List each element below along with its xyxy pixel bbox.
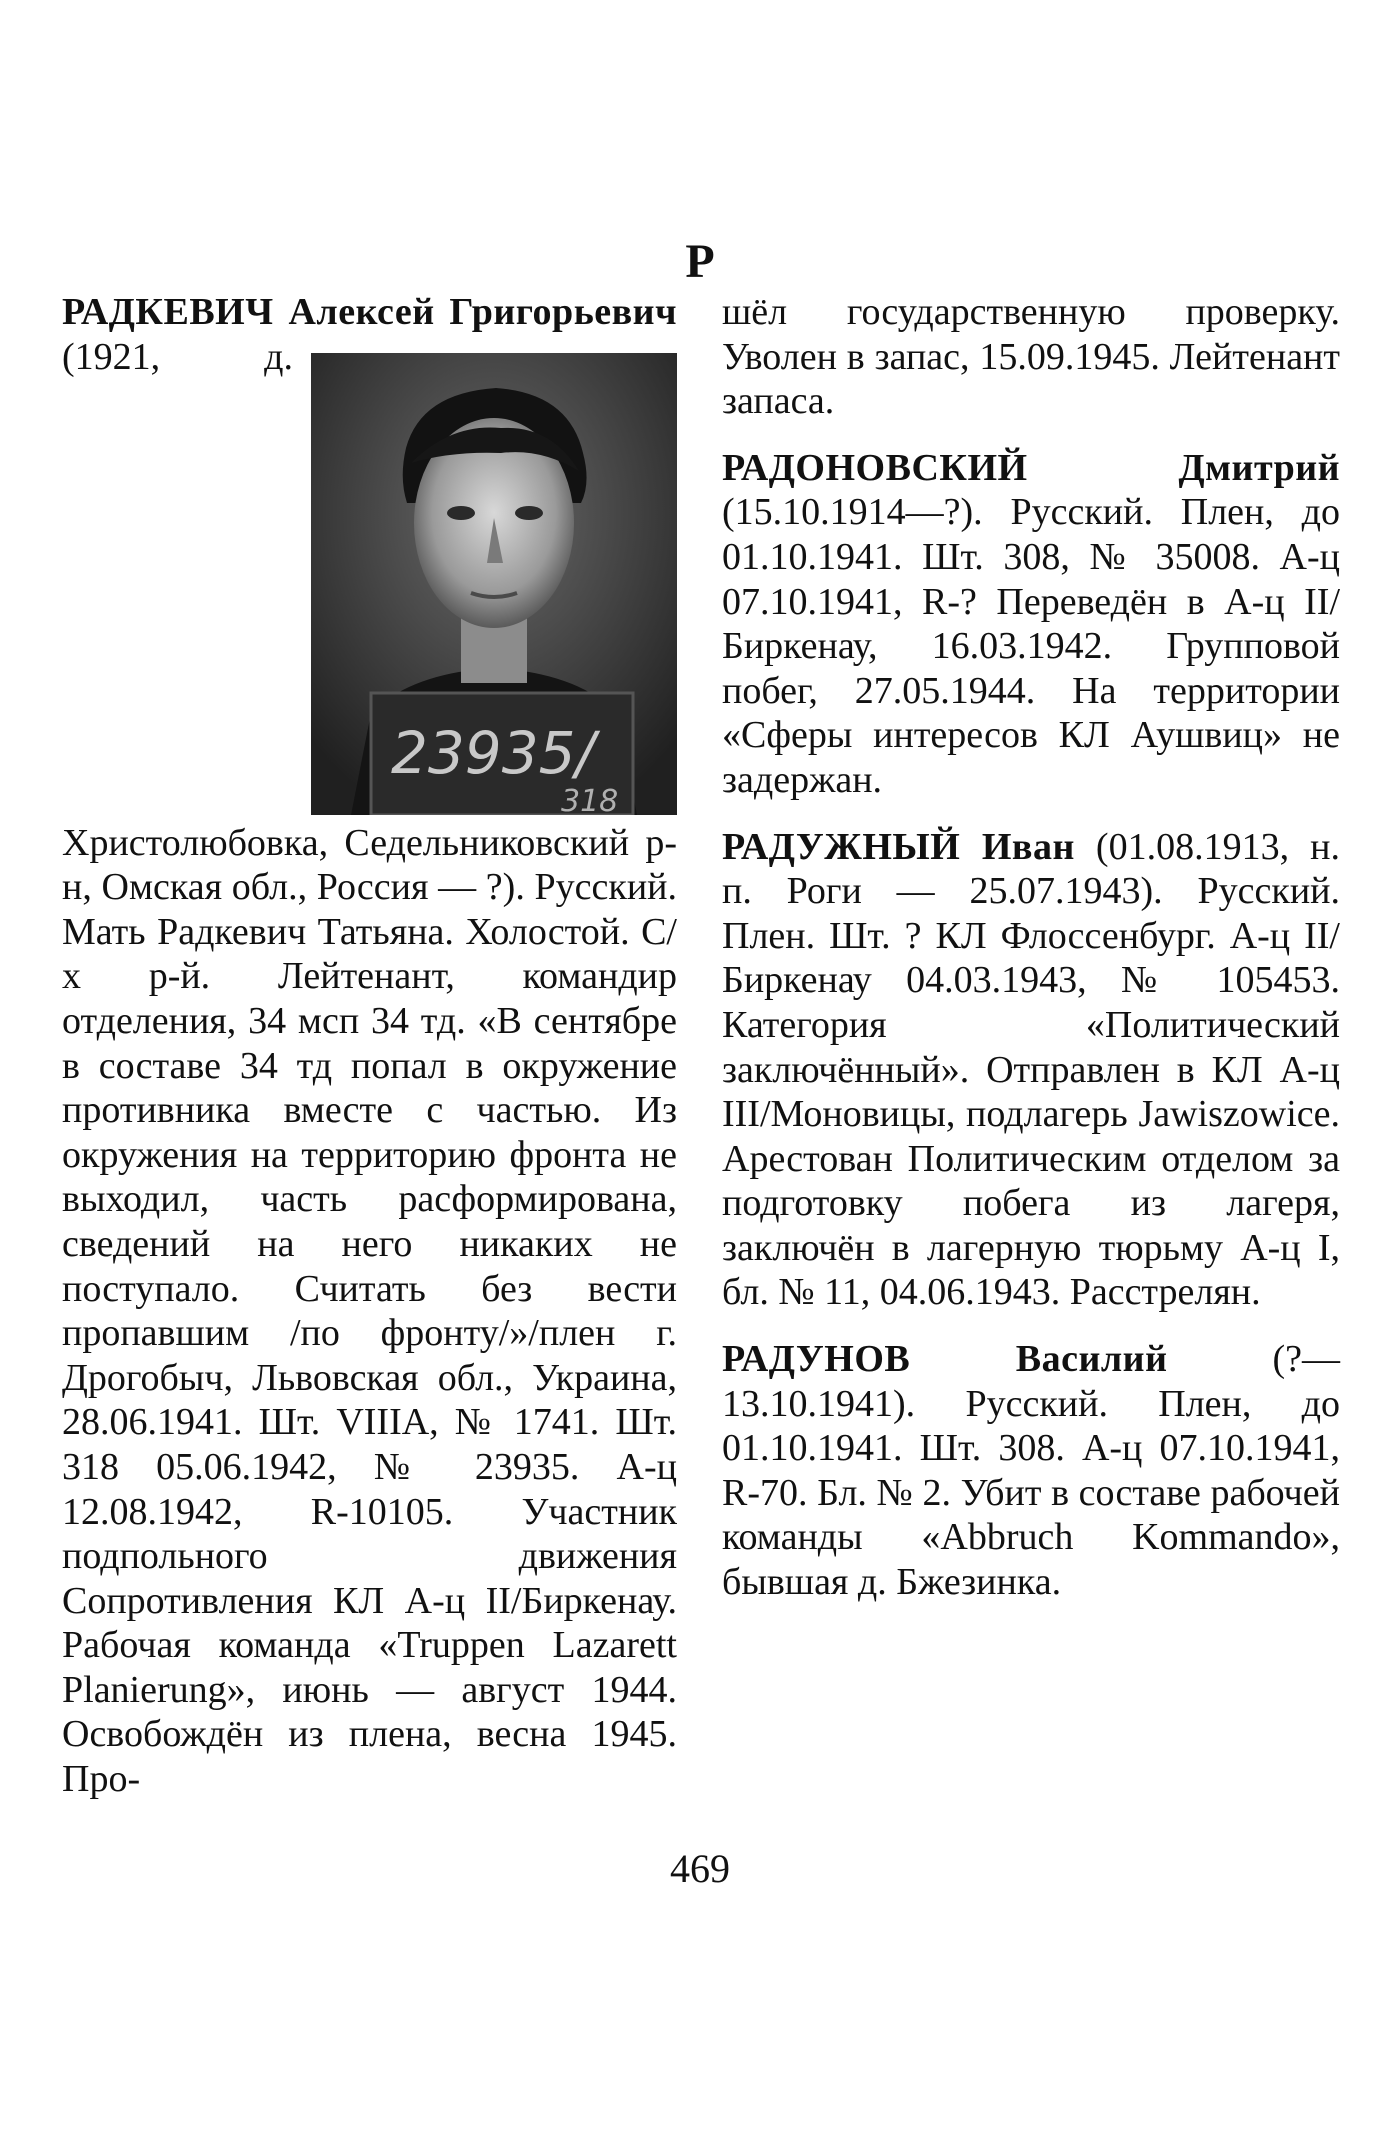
portrait-photo: [311, 353, 677, 815]
entry-radkevich-continued: [722, 290, 1340, 424]
entry-radonovsky: [722, 446, 1340, 803]
plate-number: 23935/: [391, 718, 596, 787]
entry-text: (15.10.1914—?). Русский. Плен, до 01.10.1941. Шт. 308, № 35008. А-ц 07.10.1941, R-? Переведён в А-ц II/Биркенау, 16.03.1942. Групповой побег, 27.05.1944. На территории «Сферы интересов КЛ Аушвиц» не задержан.: [722, 491, 1340, 801]
entry-radunov: [722, 1337, 1340, 1605]
left-column: [62, 290, 677, 1824]
entry-text: (01.08.1913, н. п. Роги — 25.07.1943). Русский. Плен. Шт. ? КЛ Флоссенбург. А-ц II/Биркенау 04.03.1943, № 105453. Категория «Политический заключённый». Отправлен в КЛ А-ц III/Моновицы, подлагерь Jawiszowice. Арестован Политическим отделом за подготовку побега из лагеря, заключён в лагерную тюрьму А-ц I, бл. № 11, 04.06.1943. Расстрелян.: [722, 825, 1340, 1314]
entry-text: (?—13.10.1941). Русский. Плен, до 01.10.1941. Шт. 308. А-ц 07.10.1941, R-70. Бл. № 2. Убит в составе рабочей команды «Abbruch Kommando», бывшая д. Бжезинка.: [722, 1338, 1340, 1604]
entry-text: (1921, д. Христолюбовка, Седельниковский р-н, Омская обл., Россия — ?). Русский. Мать Радкевич Татьяна. Холостой. С/х р-й. Лейтенант, командир отделения, 34 мсп 34 тд. «В сентябре в составе 34 тд попал в окружение противника вместе с частью. Из окружения на территорию фронта не выходил, часть расформирована, сведений на него никаких не поступало. Считать без вести пропавшим /по фронту/»/плен г. Дрогобыч, Львовская обл., Украина, 28.06.1941. Шт. VIIIA, № 1741. Шт. 318 05.06.1942, № 23935. А-ц 12.08.1942, R-10105. Участник подпольного движения Сопротивления КЛ А-ц II/Биркенау. Рабочая команда «Truppen Lazarett Planierung», июнь — август 1944. Освобождён из плена, весна 1945. Про-: [62, 335, 677, 1801]
page-number: 469: [670, 1846, 730, 1891]
section-letter: Р: [685, 235, 715, 288]
right-column: [722, 290, 1340, 1627]
entry-raduzhny: [722, 825, 1340, 1316]
entry-text: шёл государственную проверку. Уволен в запас, 15.09.1945. Лейтенант запаса.: [722, 291, 1340, 423]
entry-name: РАДОНОВСКИЙ Дмитрий: [722, 446, 1340, 489]
entry-radkevich: [62, 290, 677, 1802]
entry-name: РАДКЕВИЧ Алексей Григорьевич: [62, 291, 677, 333]
plate-sub-number: 318: [561, 783, 619, 815]
entry-name: РАДУЖНЫЙ Иван: [722, 825, 1075, 868]
portrait-image: [311, 353, 677, 815]
entry-name: РАДУНОВ Василий: [722, 1338, 1168, 1381]
